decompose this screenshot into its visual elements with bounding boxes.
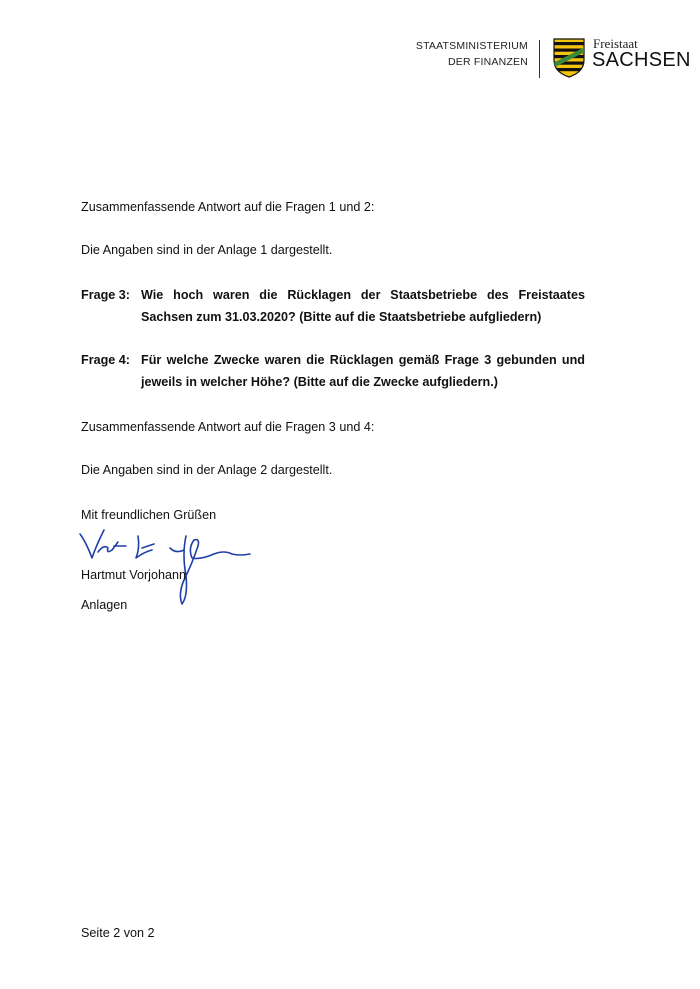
brand-freistaat: Freistaat [593,36,638,51]
answer-questions-3-4: Die Angaben sind in der Anlage 2 dargestellt. [81,463,333,477]
enclosures-label: Anlagen [81,598,128,612]
question-3-text: Wie hoch waren die Rücklagen der Staatsbetriebe des Freistaates Sachsen zum 31.03.2020? (Bitte auf die Staatsbetriebe aufgliedern) [141,288,585,324]
question-4-text: Für welche Zwecke waren die Rücklagen gemäß Frage 3 gebunden und jeweils in welcher Höhe? (Bitte auf die Zwecke aufgliedern.) [141,353,585,389]
ministry-line-2: DER FINANZEN [448,56,528,68]
intro-questions-1-2: Zusammenfassende Antwort auf die Fragen 1 und 2: [81,200,375,214]
answer-questions-1-2: Die Angaben sind in der Anlage 1 dargestellt. [81,243,333,257]
ministry-name [348,38,528,70]
question-3 [81,284,585,328]
question-3-label: Frage 3: [81,288,130,302]
intro-questions-3-4: Zusammenfassende Antwort auf die Fragen 3 und 4: [81,420,375,434]
saxony-coat-of-arms-icon [553,38,585,78]
brand-sachsen: SACHSEN [592,49,691,71]
page-number: Seite 2 von 2 [81,926,155,940]
signer-name: Hartmut Vorjohann [81,568,187,582]
ministry-line-1: STAATSMINISTERIUM [415,40,528,52]
question-4 [81,349,585,393]
closing-greeting: Mit freundlichen Grüßen [81,508,217,522]
question-4-label: Frage 4: [81,353,130,367]
letterhead-divider [539,40,540,78]
